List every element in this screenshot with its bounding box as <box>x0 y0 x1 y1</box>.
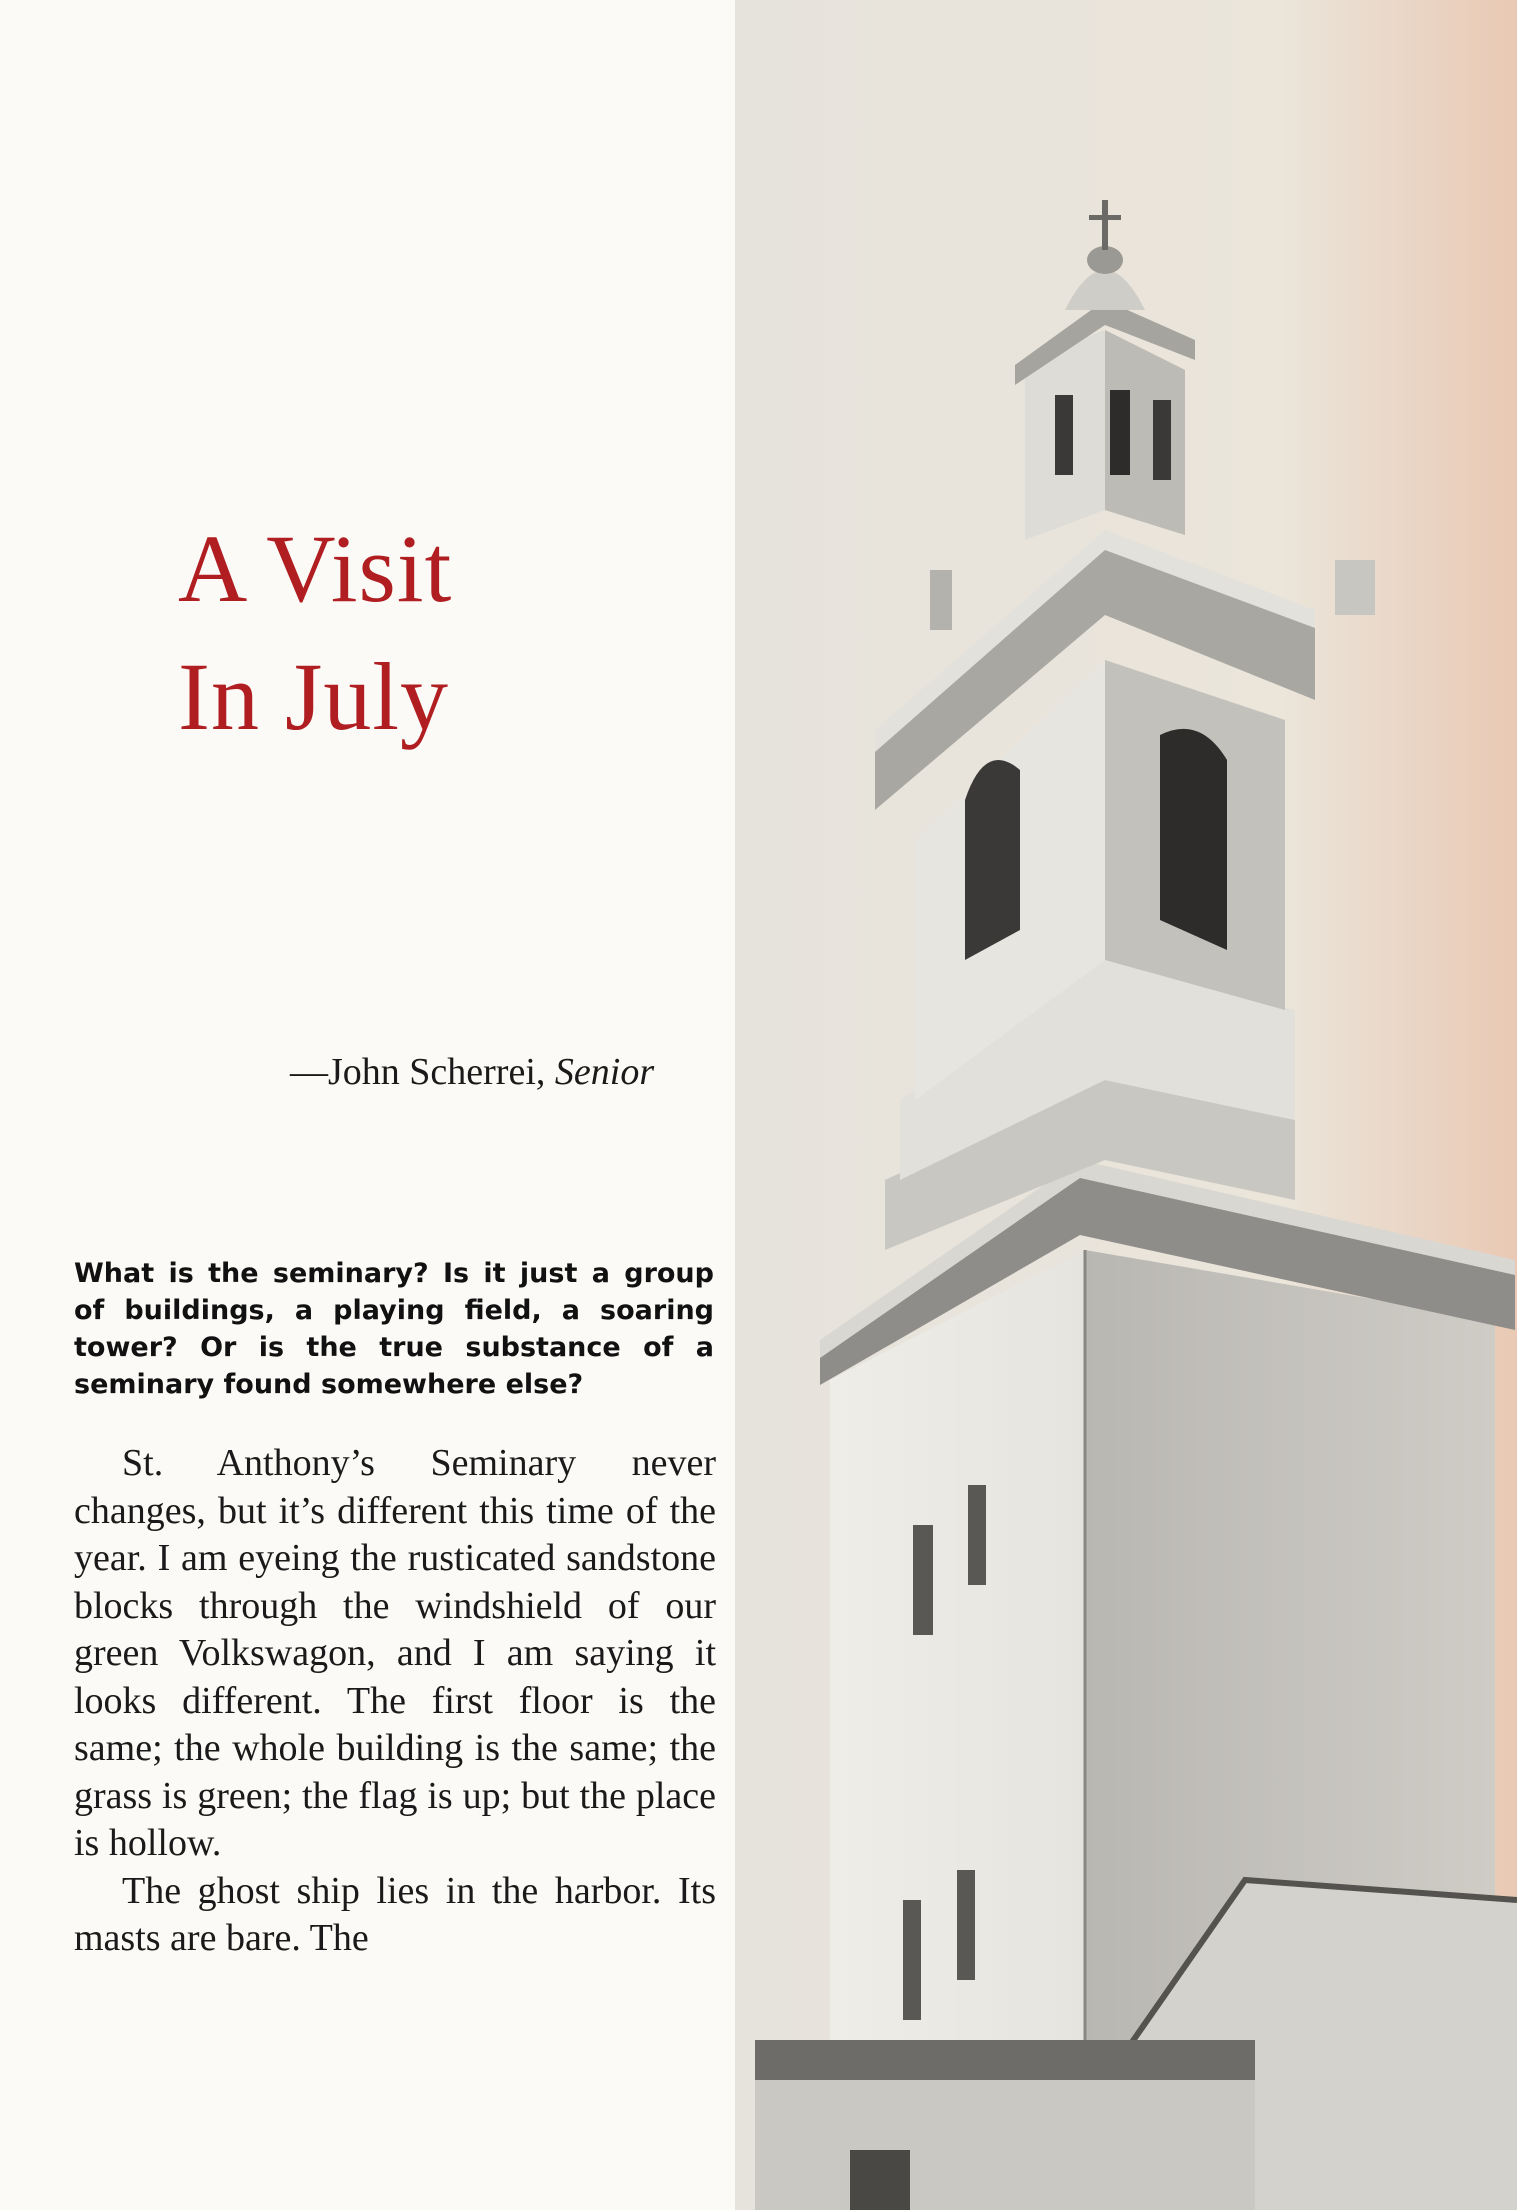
bell-tower-photo <box>735 0 1517 2210</box>
article-title <box>178 505 698 761</box>
body-paragraph-2: The ghost ship lies in the harbor. Its masts are bare. The <box>74 1869 716 1959</box>
body-paragraph-1: St. Anthony’s Seminary never changes, but it’s different this time of the year. I am eyeing the rusticated sandstone blocks through the windshield of our green Volkswagon, and I am saying it looks different. The first floor is the same; the whole building is the same; the grass is green; the flag is up; but the place is hollow. <box>74 1442 716 1864</box>
article-body <box>74 1440 716 1963</box>
title-line-1: A Visit <box>178 515 453 622</box>
byline-author: —John Scherrei, <box>290 1051 555 1093</box>
lead-paragraph: What is the seminary? Is it just a group of buildings, a playing field, a soaring tower? Or is the true substance of a seminary found somewhere else? <box>74 1258 714 1400</box>
byline-role: Senior <box>554 1051 655 1093</box>
title-line-2: In July <box>178 643 449 750</box>
text-column <box>0 0 735 2210</box>
byline <box>290 1050 654 1094</box>
